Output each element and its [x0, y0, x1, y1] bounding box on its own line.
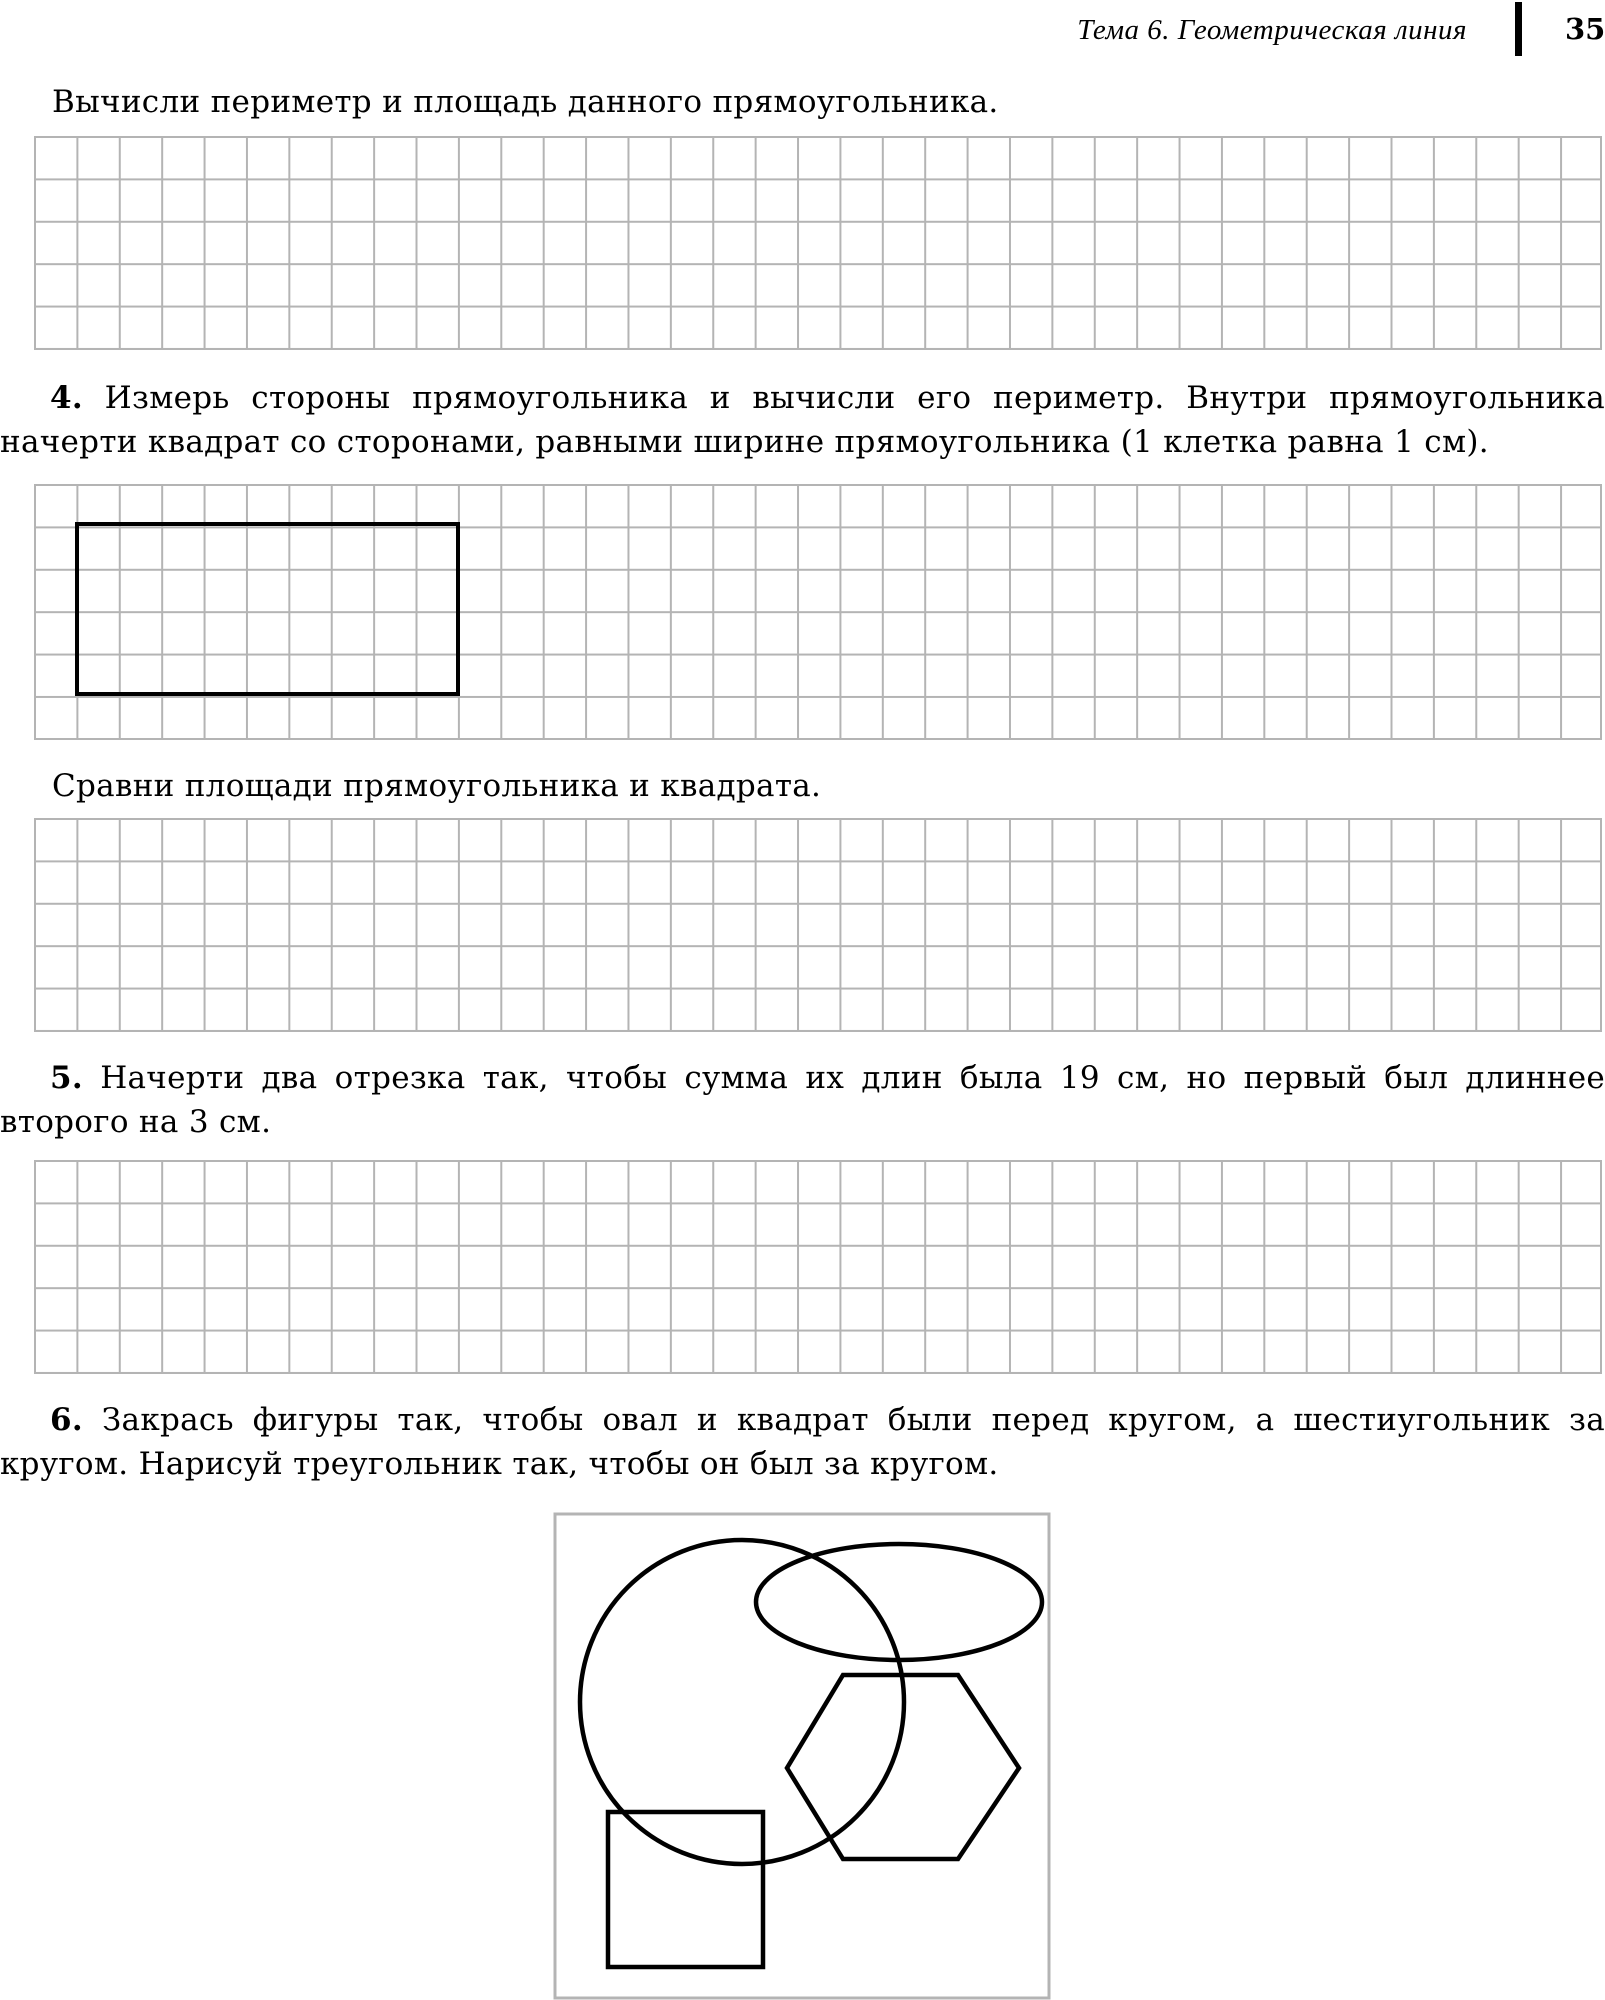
- task3-instruction: Вычисли периметр и площадь данного прямоугольника.: [52, 84, 999, 120]
- square-shape[interactable]: [608, 1812, 763, 1967]
- task6-text: Закрась фигуры так, чтобы овал и квадрат были перед кругом, а шестиугольник за кругом. Нарисуй треугольник так, чтобы он был за кругом.: [0, 1402, 1605, 1482]
- task5-text: Начерти два отрезка так, чтобы сумма их длин была 19 см, но первый был длиннее второго на 3 см.: [0, 1060, 1605, 1140]
- task4-followup: Сравни площади прямоугольника и квадрата.: [52, 768, 822, 804]
- page-number: 35: [1565, 12, 1605, 46]
- running-header-title: Тема 6. Геометрическая линия: [1077, 14, 1467, 46]
- circle-shape[interactable]: [580, 1540, 904, 1864]
- oval-shape[interactable]: [756, 1544, 1042, 1660]
- task5-number: 5.: [50, 1060, 83, 1096]
- task4-number: 4.: [50, 380, 83, 416]
- task6-number: 6.: [50, 1402, 83, 1438]
- task4-text: Измерь стороны прямоугольника и вычисли его периметр. Внутри прямоугольника начерти квадрат со сторонами, равными ширине прямоугольника (1 клетка равна 1 см).: [0, 380, 1605, 460]
